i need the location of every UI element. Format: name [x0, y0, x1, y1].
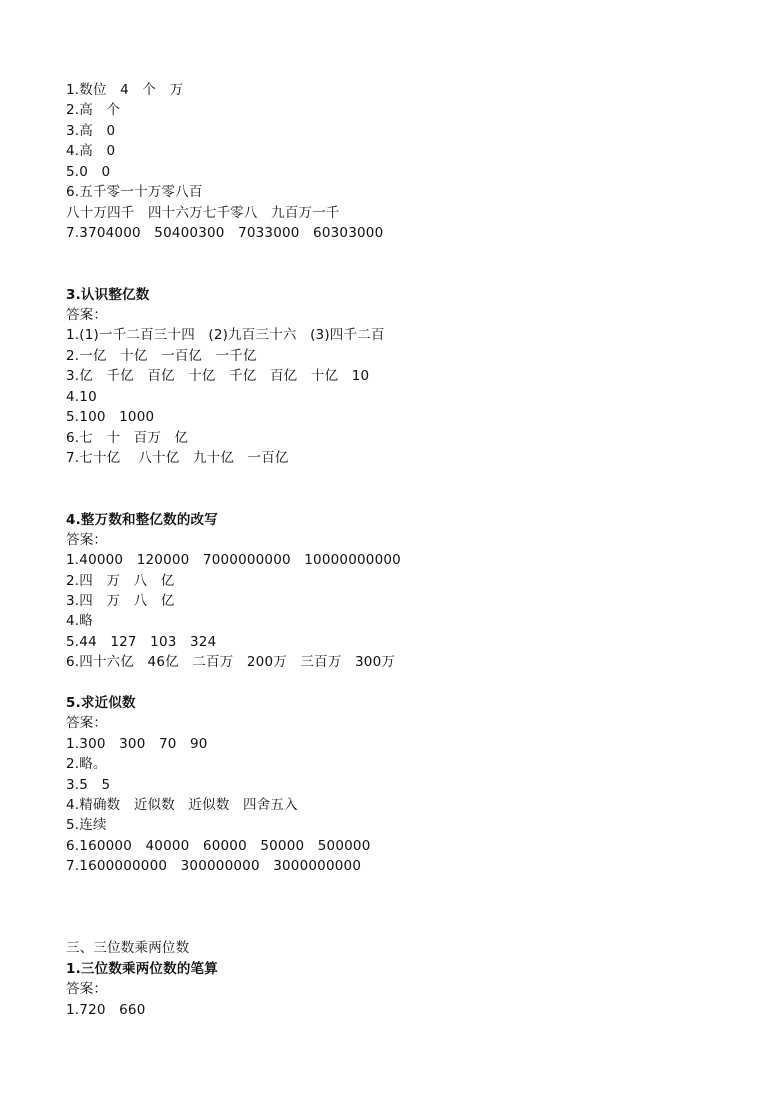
answer-line: 2.一亿 十亿 一百亿 一千亿 — [66, 348, 257, 364]
answer-line: 2.四 万 八 亿 — [66, 573, 175, 589]
answer-line: 4.精确数 近似数 近似数 四舍五入 — [66, 797, 298, 813]
answer-line: 6.四十六亿 46亿 二百万 200万 三百万 300万 — [66, 654, 396, 670]
section-heading: 4.整万数和整亿数的改写 — [66, 512, 218, 528]
answer-line: 4.高 0 — [66, 143, 116, 159]
answer-line: 3.高 0 — [66, 123, 116, 139]
answer-line: 2.高 个 — [66, 102, 121, 118]
answer-line: 6.160000 40000 60000 50000 500000 — [66, 838, 371, 854]
answer-line: 1.(1)一千二百三十四 (2)九百三十六 (3)四千二百 — [66, 327, 385, 343]
answer-line: 4.10 — [66, 389, 97, 405]
answer-label: 答案： — [66, 307, 108, 323]
answer-line: 5.连续 — [66, 817, 107, 833]
answer-line: 5.0 0 — [66, 164, 111, 180]
answer-line: 1.300 300 70 90 — [66, 736, 208, 752]
answer-line: 7.七十亿 八十亿 九十亿 一百亿 — [66, 450, 289, 466]
answer-line: 1.720 660 — [66, 1002, 146, 1018]
answer-line: 6.五千零一十万零八百 — [66, 184, 203, 200]
answer-line: 4.略 — [66, 613, 93, 629]
answer-line: 3.亿 千亿 百亿 十亿 千亿 百亿 十亿 10 — [66, 368, 370, 384]
answer-line: 6.七 十 百万 亿 — [66, 430, 189, 446]
section-heading: 5.求近似数 — [66, 695, 136, 711]
answer-line: 2.略。 — [66, 756, 107, 772]
chapter-heading: 三、三位数乘两位数 — [66, 940, 190, 956]
answer-label: 答案： — [66, 532, 108, 548]
section-heading: 1.三位数乘两位数的笔算 — [66, 961, 218, 977]
answer-line: 1.40000 120000 7000000000 10000000000 — [66, 552, 401, 568]
answer-line: 5.44 127 103 324 — [66, 634, 217, 650]
answer-line: 1.数位 4 个 万 — [66, 82, 184, 98]
section-heading: 3.认识整亿数 — [66, 287, 150, 303]
answer-line: 3.5 5 — [66, 777, 111, 793]
answer-line: 八十万四千 四十六万七千零八 九百万一千 — [66, 205, 340, 221]
answer-line: 3.四 万 八 亿 — [66, 593, 175, 609]
answer-line: 7.3704000 50400300 7033000 60303000 — [66, 225, 384, 241]
answer-line: 5.100 1000 — [66, 409, 155, 425]
answer-line: 7.1600000000 300000000 3000000000 — [66, 858, 362, 874]
answer-label: 答案： — [66, 715, 108, 731]
answer-label: 答案： — [66, 981, 108, 997]
